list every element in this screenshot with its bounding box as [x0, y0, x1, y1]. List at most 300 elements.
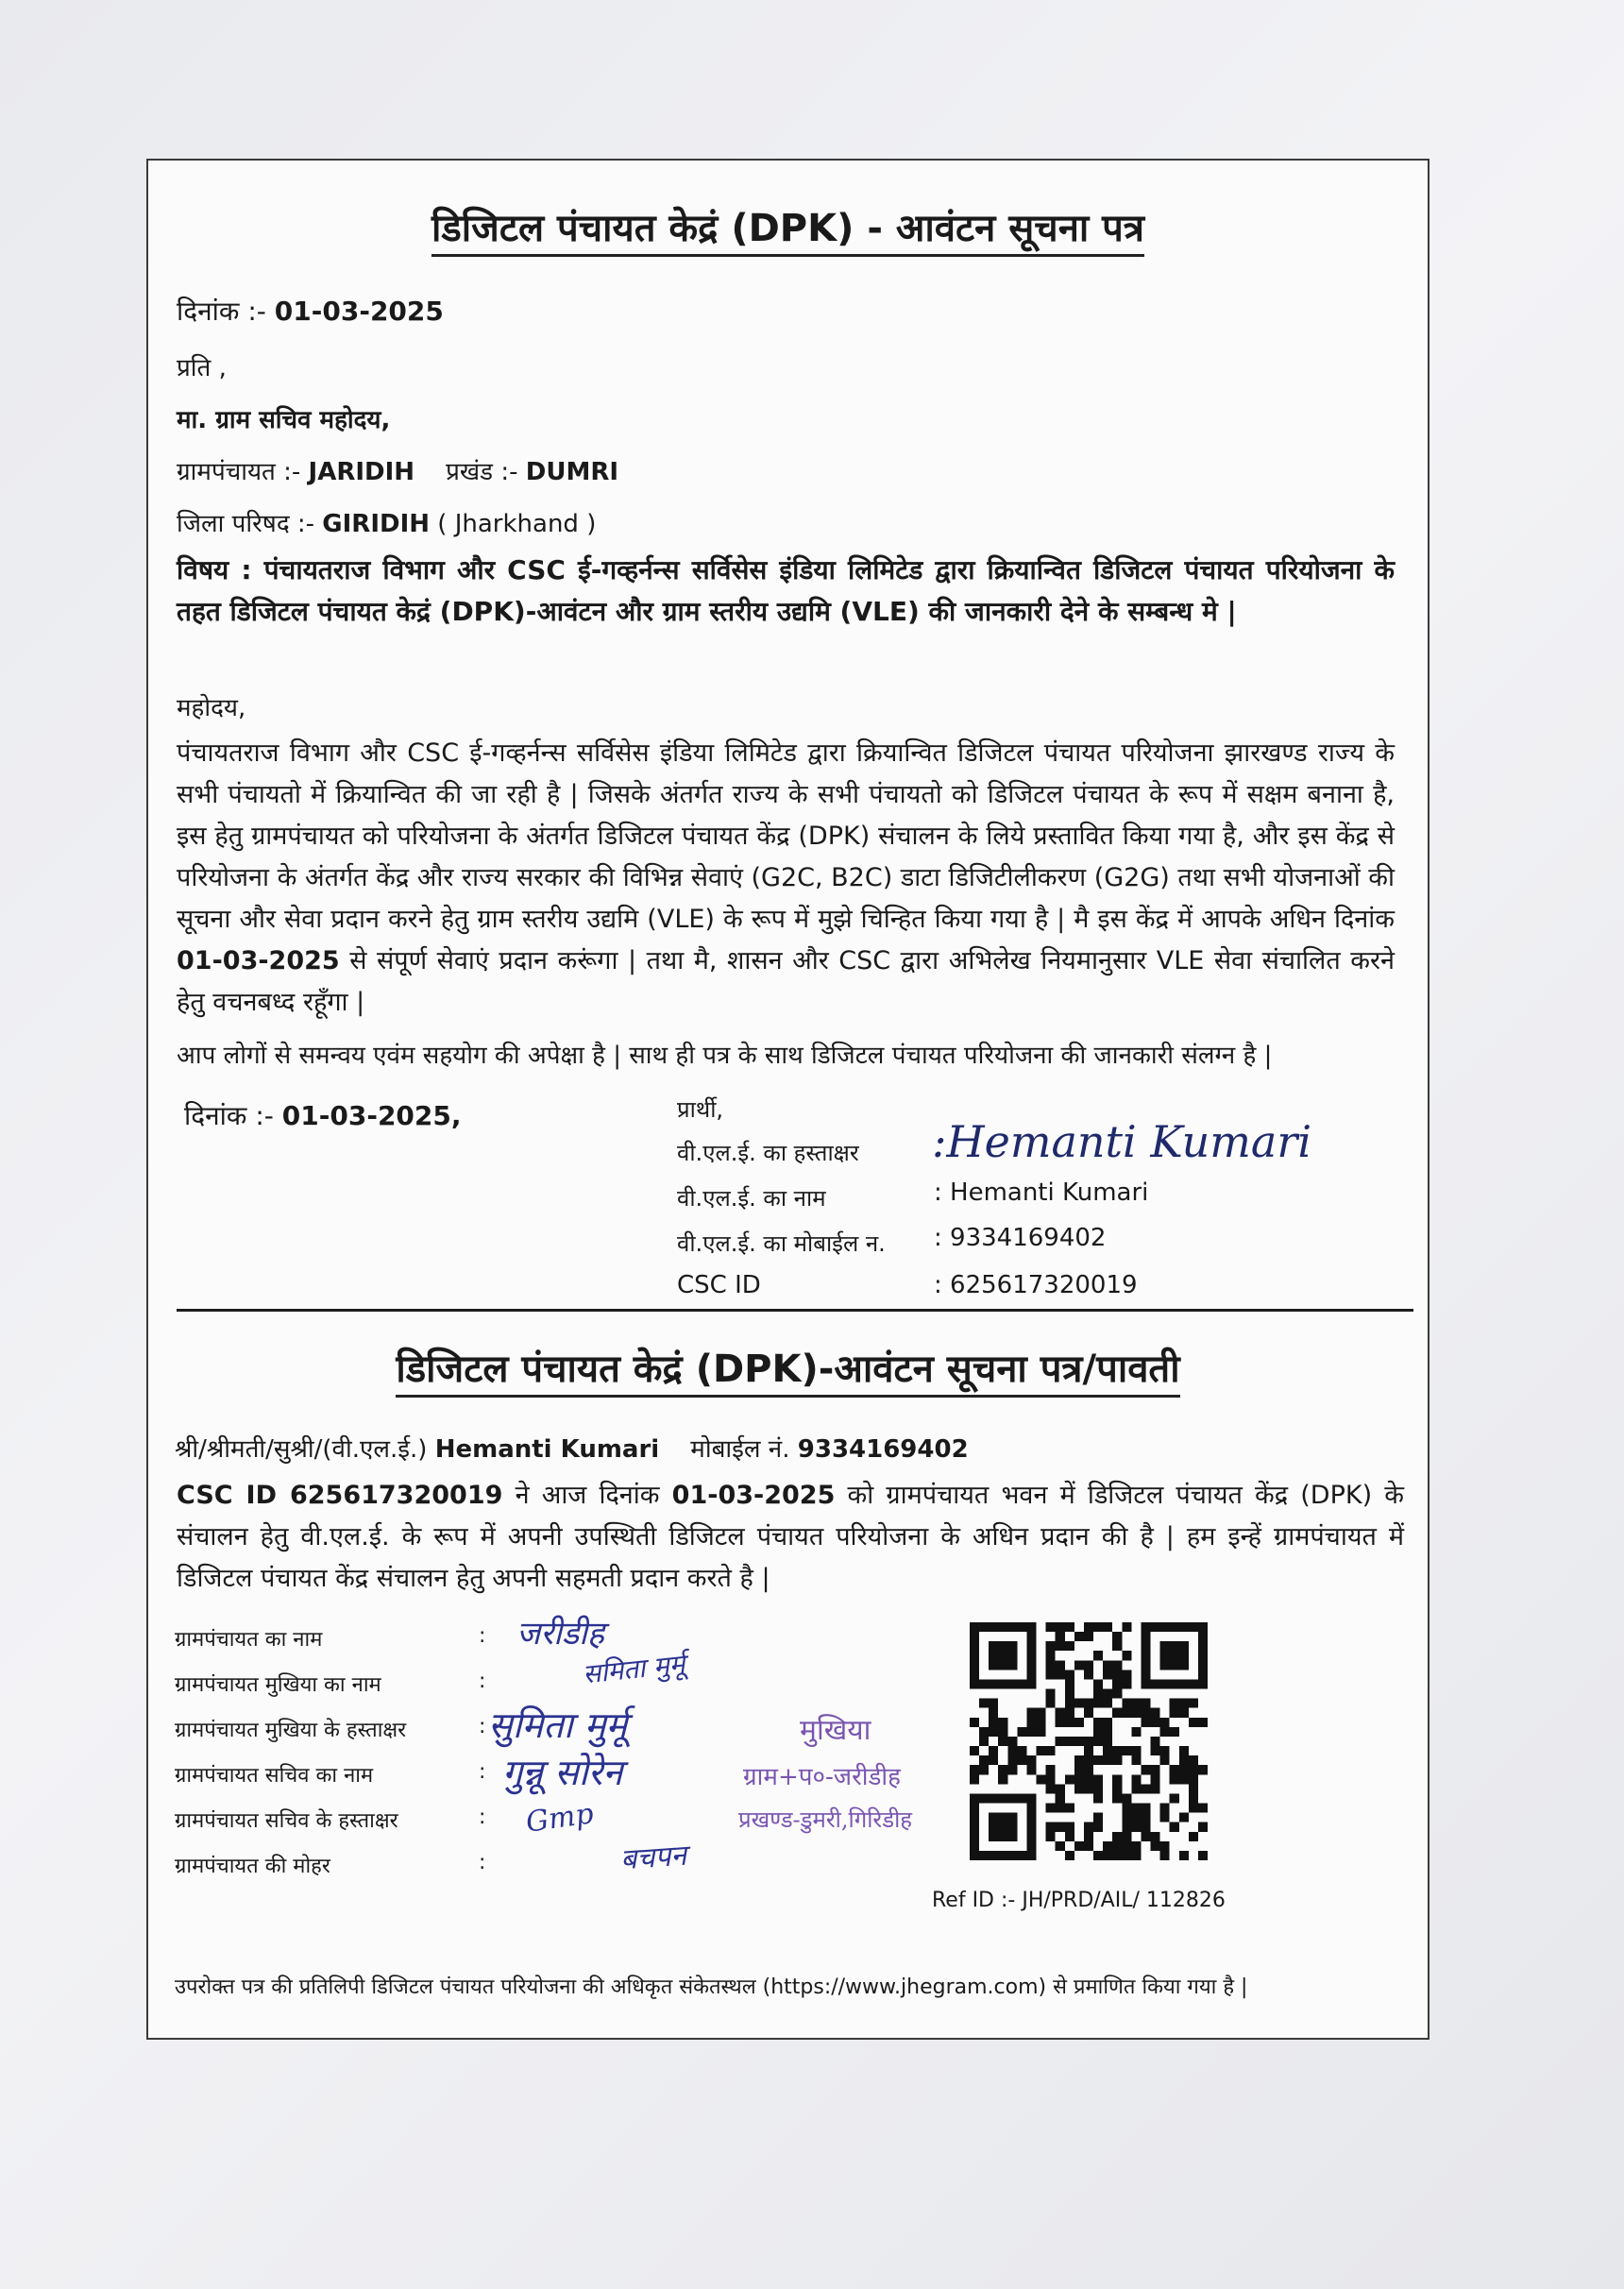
- mukhiya-name-handwritten: समिता मुर्मू: [581, 1648, 687, 1690]
- qr-module: [1017, 1679, 1026, 1688]
- qr-module: [979, 1851, 989, 1860]
- qr-module: [1170, 1679, 1179, 1688]
- qr-module: [1122, 1670, 1131, 1679]
- qr-module: [1026, 1651, 1036, 1660]
- qr-module: [1112, 1632, 1122, 1641]
- qr-module: [1122, 1841, 1131, 1851]
- qr-module: [1084, 1708, 1093, 1718]
- qr-module: [1007, 1823, 1017, 1832]
- qr-module: [1198, 1651, 1208, 1660]
- qr-module: [1103, 1699, 1112, 1708]
- qr-module: [1179, 1755, 1189, 1765]
- qr-module: [1026, 1670, 1036, 1679]
- qr-module: [1084, 1660, 1093, 1670]
- qr-module: [970, 1765, 979, 1774]
- gp-block-line: ग्रामपंचायत :- JARIDIH प्रखंड :- DUMRI: [177, 458, 619, 486]
- qr-module: [1084, 1774, 1093, 1784]
- qr-module: [1046, 1823, 1056, 1832]
- qr-module: [1189, 1793, 1198, 1803]
- district-line: जिला परिषद :- GIRIDIH ( Jharkhand ): [177, 510, 597, 538]
- to-line: प्रति ,: [177, 354, 227, 382]
- qr-module: [1084, 1841, 1093, 1851]
- qr-module: [989, 1793, 998, 1803]
- qr-module: [1160, 1641, 1170, 1651]
- qr-module: [1198, 1679, 1208, 1688]
- qr-module: [1026, 1622, 1036, 1632]
- qr-module: [1131, 1841, 1141, 1851]
- qr-module: [1160, 1813, 1170, 1823]
- qr-module: [1112, 1641, 1122, 1651]
- qr-module: [1112, 1660, 1122, 1670]
- qr-module: [1017, 1793, 1026, 1803]
- qr-module: [1074, 1765, 1084, 1774]
- qr-module: [1198, 1632, 1208, 1641]
- qr-module: [989, 1755, 998, 1765]
- qr-module: [1112, 1841, 1122, 1851]
- verification-footer: उपरोक्त पत्र की प्रतिलिपी डिजिटल पंचायत परियोजना की अधिकृत संकेतस्थल (https://www.jhegram.com) से प्रमाणित किया गया है |: [175, 1975, 1248, 1999]
- vle-mobile: : 9334169402: [934, 1224, 1107, 1252]
- qr-module: [1151, 1737, 1160, 1746]
- qr-module: [1056, 1660, 1065, 1670]
- qr-module: [1170, 1651, 1179, 1660]
- qr-module: [1160, 1746, 1170, 1755]
- qr-module: [998, 1813, 1007, 1823]
- qr-module: [1151, 1832, 1160, 1841]
- allotment-letter: [146, 159, 1429, 2040]
- qr-module: [1007, 1851, 1017, 1860]
- qr-module: [1179, 1851, 1189, 1860]
- qr-module: [1141, 1718, 1150, 1727]
- qr-module: [970, 1660, 979, 1670]
- salutation: महोदय,: [177, 694, 246, 722]
- qr-module: [1131, 1813, 1141, 1823]
- qr-module: [989, 1651, 998, 1660]
- receipt-body: CSC ID 625617320019 ने आज दिनांक 01-03-2025 को ग्रामपंचायत भवन में डिजिटल पंचायत केंद्र (DPK) के संचालन हेतु वी.एल.ई. के रूप में अपनी उपस्थिती डिजिटल पंचायत परियोजना के अधिन प्रदान की है | हम इन्हें ग्रामपंचायत में डिजिटल पंचायत केंद्र संचालन हेतु अपनी सहमती प्रदान करते है |: [177, 1481, 1404, 1593]
- qr-module: [1074, 1784, 1084, 1793]
- qr-module: [1084, 1670, 1093, 1679]
- qr-module: [1170, 1765, 1179, 1774]
- field-colon: :: [479, 1715, 486, 1738]
- qr-module: [1065, 1689, 1074, 1699]
- qr-module: [1017, 1622, 1026, 1632]
- qr-module: [1141, 1651, 1150, 1660]
- letter-title: डिजिटल पंचायत केद्रं (DPK) - आवंटन सूचना पत्र: [148, 200, 1428, 252]
- qr-module: [1103, 1689, 1112, 1699]
- qr-module: [1189, 1622, 1198, 1632]
- qr-module: [1026, 1813, 1036, 1823]
- qr-module: [1170, 1793, 1179, 1803]
- applicant-label: प्रार्थी,: [677, 1096, 724, 1123]
- qr-module: [1160, 1679, 1170, 1688]
- qr-module: [1141, 1765, 1150, 1774]
- qr-module: [989, 1813, 998, 1823]
- qr-module: [1093, 1679, 1103, 1688]
- qr-module: [1065, 1851, 1074, 1860]
- qr-module: [1189, 1832, 1198, 1841]
- qr-module: [1179, 1746, 1189, 1755]
- qr-module: [989, 1746, 998, 1755]
- qr-module: [1141, 1632, 1150, 1641]
- vle-name: : Hemanti Kumari: [934, 1178, 1149, 1207]
- qr-module: [1084, 1765, 1093, 1774]
- qr-module: [1189, 1699, 1198, 1708]
- qr-module: [989, 1679, 998, 1688]
- qr-module: [1103, 1727, 1112, 1737]
- qr-module: [970, 1641, 979, 1651]
- section-divider: [177, 1309, 1413, 1312]
- qr-module: [1056, 1708, 1065, 1718]
- qr-module: [1046, 1832, 1056, 1841]
- qr-module: [970, 1718, 979, 1727]
- qr-module: [998, 1718, 1007, 1727]
- qr-module: [1141, 1823, 1150, 1832]
- qr-module: [970, 1804, 979, 1813]
- qr-module: [1179, 1651, 1189, 1660]
- qr-module: [1037, 1774, 1046, 1784]
- qr-module: [998, 1832, 1007, 1841]
- cooperation-line: आप लोगों से समन्वय एवंम सहयोग की अपेक्षा है | साथ ही पत्र के साथ डिजिटल पंचायत परियोजना की जानकारी संलग्न है |: [177, 1042, 1273, 1070]
- qr-module: [1065, 1708, 1074, 1718]
- field-colon: :: [479, 1851, 486, 1874]
- vle-name-label: वी.एल.ई. का नाम: [677, 1185, 826, 1212]
- qr-module: [1103, 1746, 1112, 1755]
- qr-module: [1122, 1679, 1131, 1688]
- qr-module: [1007, 1651, 1017, 1660]
- qr-module: [1065, 1832, 1074, 1841]
- letter-date: दिनांक :- 01-03-2025: [177, 296, 444, 327]
- field-colon: :: [479, 1806, 486, 1829]
- qr-code: [970, 1622, 1208, 1860]
- letter-body: पंचायतराज विभाग और CSC ई-गव्हर्नन्स सर्विसेस इंडिया लिमिटेड द्वारा क्रियान्वित डिजिटल पंचायत परियोजना झारखण्ड राज्य के सभी पंचायतो में क्रियान्वित की जा रही है | जिसके अंतर्गत राज्य के सभी पंचायतो को डिजिटल पंचायत के रूप में सक्षम बनाना है, इस हेतु ग्रामपंचायत को परियोजना के अंतर्गत डिजिटल पंचायत केंद्र (DPK) संचालन के लिये प्रस्तावित किया गया है, और इस केंद्र से परियोजना के अंतर्गत केंद्र और राज्य सरकार की विभिन्न सेवाएं (G2C, B2C) डाटा डिजिटीलीकरण (G2G) तथा सभी योजनाओं की सूचना और सेवा प्रदान करने हेतु ग्राम स्तरीय उद्यमि (VLE) के रूप में मुझे चिन्हित किया गया है | मै इस केंद्र में आपके अधिन दिनांक 01-03-2025 से संपूर्ण सेवाएं प्रदान करूंगा | तथा मै, शासन और CSC द्वारा अभिलेख नियमानुसार VLE सेवा संचालित करने हेतु वचनबध्द रहूँगा |: [177, 738, 1395, 1017]
- qr-module: [1084, 1823, 1093, 1832]
- qr-module: [1151, 1841, 1160, 1851]
- qr-module: [1179, 1641, 1189, 1651]
- qr-module: [1056, 1737, 1065, 1746]
- qr-module: [1026, 1679, 1036, 1688]
- qr-module: [1151, 1718, 1160, 1727]
- qr-module: [1065, 1699, 1074, 1708]
- qr-module: [1056, 1793, 1065, 1803]
- qr-module: [970, 1841, 979, 1851]
- qr-module: [1151, 1765, 1160, 1774]
- qr-module: [1026, 1755, 1036, 1765]
- qr-module: [1093, 1737, 1103, 1746]
- qr-module: [1026, 1793, 1036, 1803]
- qr-module: [1026, 1851, 1036, 1860]
- qr-module: [1151, 1708, 1160, 1718]
- qr-module: [1198, 1718, 1208, 1727]
- qr-module: [1026, 1718, 1036, 1727]
- qr-module: [1122, 1793, 1131, 1803]
- qr-module: [1131, 1755, 1141, 1765]
- qr-module: [1112, 1689, 1122, 1699]
- qr-module: [1026, 1660, 1036, 1670]
- qr-module: [1141, 1708, 1150, 1718]
- qr-module: [1093, 1718, 1103, 1727]
- qr-module: [998, 1851, 1007, 1860]
- qr-module: [1007, 1832, 1017, 1841]
- qr-module: [1131, 1699, 1141, 1708]
- qr-module: [1046, 1804, 1056, 1813]
- vle-mobile-label: वी.एल.ई. का मोबाईल न.: [677, 1230, 886, 1257]
- qr-module: [1131, 1823, 1141, 1832]
- qr-module: [1179, 1660, 1189, 1670]
- qr-module: [1046, 1774, 1056, 1784]
- qr-module: [1007, 1641, 1017, 1651]
- qr-module: [998, 1774, 1007, 1784]
- qr-module: [998, 1641, 1007, 1651]
- qr-module: [1170, 1641, 1179, 1651]
- qr-module: [1007, 1755, 1017, 1765]
- qr-module: [1141, 1622, 1150, 1632]
- qr-module: [1065, 1737, 1074, 1746]
- qr-module: [998, 1737, 1007, 1746]
- qr-module: [1112, 1670, 1122, 1679]
- qr-module: [1084, 1746, 1093, 1755]
- qr-module: [1007, 1737, 1017, 1746]
- qr-module: [1189, 1718, 1198, 1727]
- qr-module: [1037, 1718, 1046, 1727]
- qr-module: [1093, 1727, 1103, 1737]
- qr-module: [1065, 1622, 1074, 1632]
- qr-module: [1151, 1774, 1160, 1784]
- vle-sign-label: वी.एल.ई. का हस्ताक्षर: [677, 1140, 859, 1166]
- qr-module: [1026, 1632, 1036, 1641]
- qr-module: [1189, 1774, 1198, 1784]
- qr-module: [1112, 1708, 1122, 1718]
- qr-module: [1007, 1765, 1017, 1774]
- qr-module: [1093, 1793, 1103, 1803]
- qr-module: [1046, 1622, 1056, 1632]
- footer-date: दिनांक :- 01-03-2025,: [184, 1100, 462, 1131]
- qr-module: [1189, 1784, 1198, 1793]
- qr-module: [1065, 1641, 1074, 1651]
- qr-module: [1103, 1851, 1112, 1860]
- qr-module: [1065, 1823, 1074, 1832]
- qr-module: [1074, 1718, 1084, 1727]
- qr-module: [1074, 1699, 1084, 1708]
- qr-module: [1046, 1689, 1056, 1699]
- qr-module: [1179, 1774, 1189, 1784]
- qr-module: [1026, 1708, 1036, 1718]
- qr-module: [1141, 1679, 1150, 1688]
- qr-module: [1046, 1670, 1056, 1679]
- qr-module: [1160, 1718, 1170, 1727]
- qr-module: [998, 1727, 1007, 1737]
- qr-module: [1093, 1813, 1103, 1823]
- qr-module: [1017, 1727, 1026, 1737]
- qr-module: [970, 1746, 979, 1755]
- qr-module: [1017, 1746, 1026, 1755]
- qr-module: [1122, 1699, 1131, 1708]
- qr-module: [1131, 1851, 1141, 1860]
- qr-module: [1046, 1765, 1056, 1774]
- qr-module: [1160, 1622, 1170, 1632]
- qr-module: [1141, 1813, 1150, 1823]
- field-seal-label: ग्रामपंचायत की मोहर: [175, 1855, 330, 1878]
- qr-module: [1084, 1699, 1093, 1708]
- seal-village-text: ग्राम+प०-जरीडीह: [743, 1763, 901, 1791]
- qr-module: [1179, 1679, 1189, 1688]
- qr-module: [1198, 1660, 1208, 1670]
- qr-module: [970, 1679, 979, 1688]
- qr-module: [1131, 1708, 1141, 1718]
- qr-module: [1056, 1718, 1065, 1727]
- qr-module: [1046, 1660, 1056, 1670]
- field-colon: :: [479, 1624, 486, 1648]
- qr-module: [1103, 1737, 1112, 1746]
- qr-module: [1046, 1651, 1056, 1660]
- qr-module: [1074, 1660, 1084, 1670]
- qr-module: [989, 1708, 998, 1718]
- qr-module: [1122, 1746, 1131, 1755]
- qr-module: [989, 1622, 998, 1632]
- qr-module: [979, 1727, 989, 1737]
- qr-module: [1056, 1784, 1065, 1793]
- qr-module: [1026, 1832, 1036, 1841]
- qr-module: [1017, 1851, 1026, 1860]
- qr-module: [1141, 1660, 1150, 1670]
- qr-module: [979, 1755, 989, 1765]
- qr-module: [1007, 1813, 1017, 1823]
- qr-module: [1160, 1841, 1170, 1851]
- qr-module: [1007, 1622, 1017, 1632]
- qr-module: [1046, 1784, 1056, 1793]
- qr-module: [1026, 1765, 1036, 1774]
- qr-module: [1103, 1718, 1112, 1727]
- qr-module: [1093, 1699, 1103, 1708]
- qr-module: [1141, 1641, 1150, 1651]
- field-colon: :: [479, 1670, 486, 1693]
- qr-module: [1093, 1851, 1103, 1860]
- qr-module: [998, 1823, 1007, 1832]
- seal-block-text: प्रखण्ड-डुमरी,गिरिडीह: [738, 1806, 913, 1833]
- qr-module: [1084, 1632, 1093, 1641]
- qr-module: [989, 1727, 998, 1737]
- field-sachiv-sign-label: ग्रामपंचायत सचिव के हस्ताक्षर: [175, 1809, 398, 1833]
- qr-module: [1056, 1641, 1065, 1651]
- sachiv-signature: Gmp: [523, 1797, 596, 1840]
- qr-module: [970, 1670, 979, 1679]
- field-sachiv-name-label: ग्रामपंचायत सचिव का नाम: [175, 1764, 374, 1788]
- qr-module: [979, 1699, 989, 1708]
- qr-module: [1170, 1727, 1179, 1737]
- receipt-title: डिजिटल पंचायत केद्रं (DPK)-आवंटन सूचना पत्र/पावती: [148, 1341, 1428, 1393]
- qr-module: [1170, 1660, 1179, 1670]
- qr-module: [1198, 1851, 1208, 1860]
- field-mukhiya-name-label: ग्रामपंचायत मुखिया का नाम: [175, 1673, 381, 1697]
- qr-module: [1122, 1823, 1131, 1832]
- qr-module: [1189, 1755, 1198, 1765]
- qr-module: [989, 1641, 998, 1651]
- qr-module: [989, 1699, 998, 1708]
- qr-module: [1074, 1755, 1084, 1765]
- qr-module: [998, 1651, 1007, 1660]
- qr-module: [1131, 1804, 1141, 1813]
- qr-module: [1026, 1641, 1036, 1651]
- qr-module: [1103, 1841, 1112, 1851]
- qr-module: [1065, 1774, 1074, 1784]
- qr-module: [1093, 1689, 1103, 1699]
- qr-module: [1170, 1699, 1179, 1708]
- qr-module: [1112, 1784, 1122, 1793]
- qr-module: [989, 1851, 998, 1860]
- qr-module: [970, 1622, 979, 1632]
- qr-module: [1131, 1784, 1141, 1793]
- qr-module: [1084, 1622, 1093, 1632]
- receipt-vle-line: श्री/श्रीमती/सुश्री/(वी.एल.ई.) Hemanti Kumari मोबाईल नं. 9334169402: [175, 1435, 969, 1464]
- qr-module: [1093, 1774, 1103, 1784]
- qr-module: [1160, 1651, 1170, 1660]
- qr-module: [1026, 1727, 1036, 1737]
- qr-module: [1112, 1793, 1122, 1803]
- qr-module: [1056, 1804, 1065, 1813]
- qr-module: [1046, 1699, 1056, 1708]
- qr-module: [1084, 1755, 1093, 1765]
- qr-module: [1007, 1746, 1017, 1755]
- qr-module: [970, 1793, 979, 1803]
- qr-module: [989, 1718, 998, 1727]
- qr-module: [1093, 1755, 1103, 1765]
- qr-module: [998, 1679, 1007, 1688]
- qr-module: [1141, 1832, 1150, 1841]
- qr-module: [1170, 1774, 1179, 1784]
- qr-module: [1103, 1670, 1112, 1679]
- qr-module: [1103, 1622, 1112, 1632]
- qr-module: [1007, 1660, 1017, 1670]
- qr-module: [979, 1765, 989, 1774]
- qr-module: [1103, 1660, 1112, 1670]
- qr-module: [979, 1679, 989, 1688]
- qr-module: [1056, 1841, 1065, 1851]
- qr-module: [1026, 1841, 1036, 1851]
- qr-module: [1160, 1755, 1170, 1765]
- vle-signature: :Hemanti Kumari: [932, 1116, 1312, 1167]
- qr-module: [1179, 1765, 1189, 1774]
- qr-module: [1179, 1708, 1189, 1718]
- qr-module: [998, 1660, 1007, 1670]
- qr-module: [1160, 1660, 1170, 1670]
- stamp-signature: बचपन: [619, 1839, 688, 1877]
- qr-module: [1093, 1622, 1103, 1632]
- qr-module: [970, 1832, 979, 1841]
- qr-module: [1179, 1699, 1189, 1708]
- qr-module: [1037, 1708, 1046, 1718]
- qr-module: [1074, 1737, 1084, 1746]
- qr-module: [1093, 1784, 1103, 1793]
- field-gp-name-label: ग्रामपंचायत का नाम: [175, 1628, 323, 1652]
- qr-module: [1056, 1670, 1065, 1679]
- qr-module: [1112, 1755, 1122, 1765]
- qr-module: [1122, 1851, 1131, 1860]
- qr-module: [1179, 1622, 1189, 1632]
- qr-module: [970, 1651, 979, 1660]
- field-colon: :: [479, 1760, 486, 1784]
- qr-module: [1112, 1832, 1122, 1841]
- ref-id: Ref ID :- JH/PRD/AIL/ 112826: [932, 1889, 1226, 1912]
- qr-module: [1141, 1804, 1150, 1813]
- qr-module: [1151, 1784, 1160, 1793]
- qr-module: [1103, 1755, 1112, 1765]
- gp-name-handwritten: जरीडीह: [516, 1615, 604, 1653]
- qr-module: [989, 1823, 998, 1832]
- qr-module: [1065, 1679, 1074, 1688]
- qr-module: [1198, 1670, 1208, 1679]
- qr-module: [1131, 1746, 1141, 1755]
- qr-module: [1074, 1632, 1084, 1641]
- qr-module: [1189, 1679, 1198, 1688]
- qr-module: [1198, 1765, 1208, 1774]
